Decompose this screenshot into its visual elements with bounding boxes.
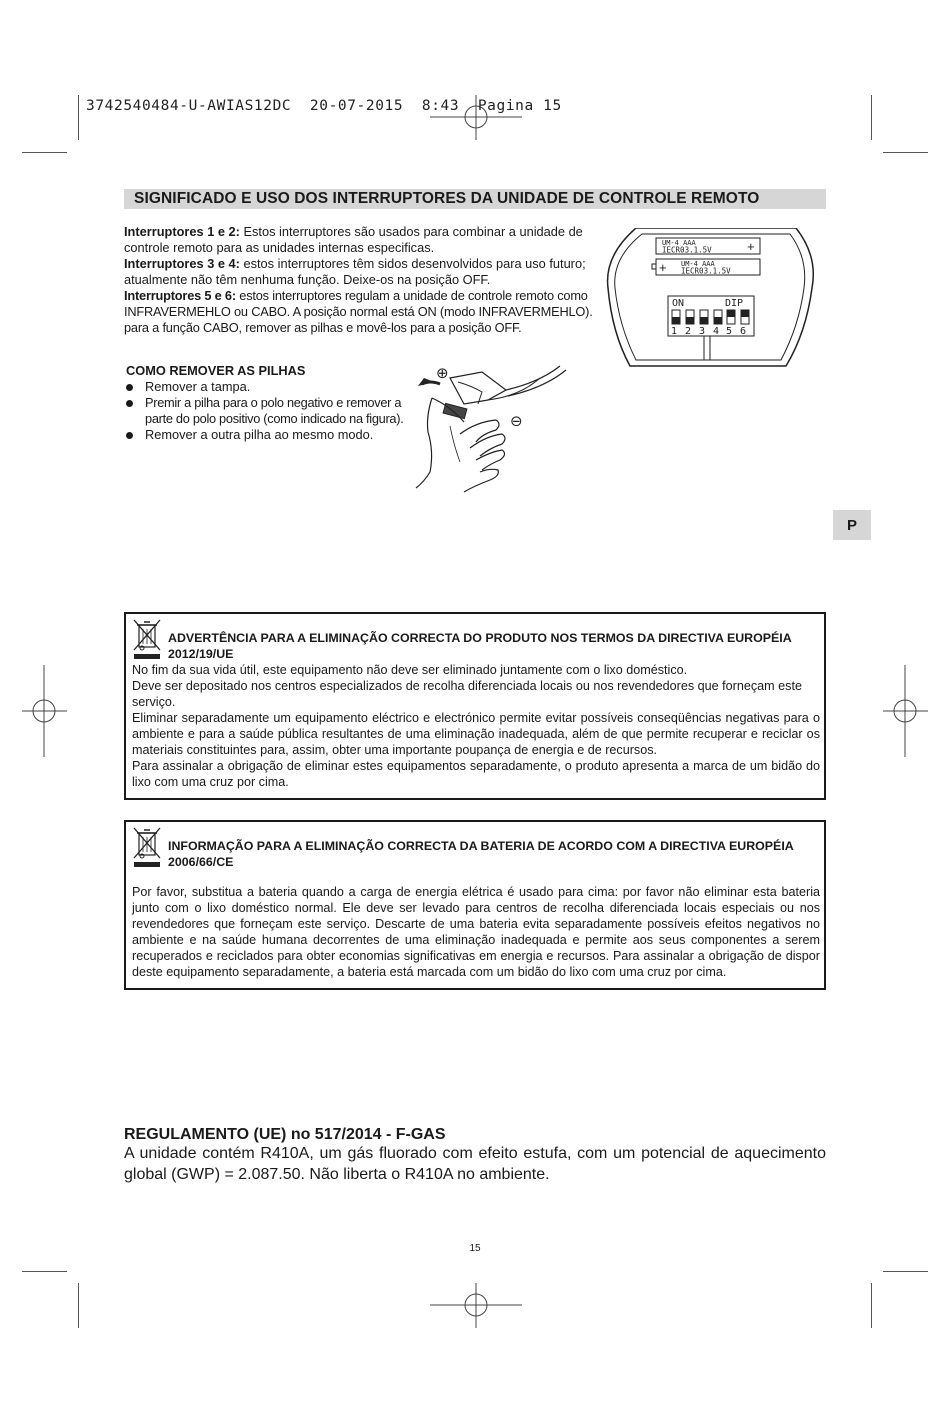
battery-notice-box (124, 820, 826, 990)
weee-notice-box (124, 612, 826, 800)
battery-1-line2: IECR03.1.5V (662, 245, 712, 255)
switch-desc-5-6 (124, 288, 608, 336)
language-tab: P (833, 510, 871, 540)
crop-mark (22, 152, 67, 153)
weee-paragraph: Eliminar separadamente um equipamento eléctrico e electrónico permite evitar possíveis conseqüências negativas para o ambiente e para a saúde pública resultantes de uma eliminação inadequada, além de que permite recuperar e reciclar os materiais constituintes para, assim, obter uma importante poupança de energia e de recursos. (132, 711, 820, 757)
dip-number-4: 4 (713, 326, 720, 337)
weee-paragraph: No fim da sua vida útil, este equipamento não deve ser eliminado juntamente com o lixo doméstico. (132, 663, 688, 677)
dip-number-3: 3 (699, 326, 706, 337)
switch-descriptions (124, 224, 608, 336)
switch-label: Interruptores 1 e 2: (124, 224, 240, 239)
minus-pole-symbol: ⊖ (510, 412, 523, 430)
dip-label: DIP (725, 298, 744, 309)
battery-2-line1: UM-4 AAA (681, 260, 715, 268)
battery-paragraph: Por favor, substitua a bateria quando a carga de energia elétrica é usado para cima: por favor não eliminar esta bateria junto com o lixo doméstico normal. Ele deve ser levado para centros de recolha diferenciada locais especiais ou nos revendedores que forneçam este serviço. Descarte de uma bateria evita separadamente possíveis efeitos negativos no ambiente e na saúde humana decorrentes de uma eliminação inadequada e permite aos seus componentes a serem recuperados e reciclados para obter economias significativas em energia e recursos. Para assinalar a obrigação de dispor deste equipamento separadamente, a bateria está marcada com um bidão do lixo com uma cruz por cima. (132, 885, 820, 979)
battery-removal-illustration (410, 362, 570, 494)
crossed-bin-icon (132, 826, 162, 868)
registration-mark-right (883, 665, 928, 757)
battery-2-line2: IECR03.1.5V (681, 266, 731, 276)
dip-number-1: 1 (671, 326, 678, 337)
fgas-title: REGULAMENTO (UE) no 517/2014 - F-GAS (124, 1126, 446, 1143)
fgas-text: A unidade contém R410A, um gás fluorado com efeito estufa, com um potencial de aquecimento global (GWP) = 2.087.50. Não liberta o R410A no ambiente. (124, 1145, 826, 1183)
registration-mark-bottom (430, 1283, 522, 1328)
battery-notice-body (132, 884, 820, 980)
crop-mark (883, 1271, 928, 1272)
switch-desc-1-2 (124, 224, 608, 256)
battery-notice-title: INFORMAÇÃO PARA A ELIMINAÇÃO CORRECTA DA BATERIA DE ACORDO COM A DIRECTIVA EUROPÉIA 2006/66/CE (168, 839, 794, 869)
battery-1-plus: + (747, 239, 755, 254)
dip-number-5: 5 (726, 326, 733, 337)
dip-on-label: ON (672, 298, 685, 309)
bullet-icon (126, 384, 133, 391)
step-text: Remover a tampa. (145, 379, 251, 394)
dip-number-6: 6 (740, 326, 747, 337)
weee-paragraph: Para assinalar a obrigação de eliminar estes equipamentos separadamente, o produto apresenta a marca de um bidão do lixo com uma cruz por cima. (132, 759, 820, 789)
switch-text: estos interruptores têm sidos desenvolvidos para uso futuro; atualmente não têm nenhuma função. Deixe-os na posição OFF. (124, 256, 586, 287)
dip-number-2: 2 (685, 326, 692, 337)
list-item (124, 395, 404, 427)
battery-removal-steps (124, 379, 404, 443)
switch-text: Estos interruptores são usados para combinar a unidade de controle remoto para as unidades internas especificas. (124, 224, 583, 255)
crop-mark (78, 95, 79, 140)
battery-1-line1: UM-4 AAA (662, 239, 696, 247)
bullet-icon (126, 432, 133, 439)
step-text: Remover a outra pilha ao mesmo modo. (145, 427, 374, 442)
crop-mark (78, 1283, 79, 1328)
registration-mark-left (22, 665, 67, 757)
battery-removal-title: COMO REMOVER AS PILHAS (126, 363, 306, 378)
crossed-bin-icon (132, 618, 162, 660)
weee-notice-body (132, 662, 820, 790)
crop-mark (883, 152, 928, 153)
switch-desc-3-4 (124, 256, 608, 288)
crop-mark (22, 1271, 67, 1272)
bullet-icon (126, 400, 133, 407)
plus-pole-symbol: ⊕ (436, 364, 449, 382)
switch-label: Interruptores 5 e 6: (124, 288, 236, 303)
print-header: 3742540484-U-AWIAS12DC 20-07-2015 8:43 Pagina 15 (86, 98, 562, 114)
battery-2-plus: + (659, 260, 667, 275)
crop-mark (871, 1283, 872, 1328)
switch-label: Interruptores 3 e 4: (124, 256, 240, 271)
section-title: SIGNIFICADO E USO DOS INTERRUPTORES DA UNIDADE DE CONTROLE REMOTO (134, 190, 760, 207)
list-item (124, 379, 404, 395)
page-number: 15 (469, 1243, 481, 1254)
crop-mark (871, 95, 872, 140)
list-item (124, 427, 404, 443)
weee-paragraph: Deve ser depositado nos centros especializados de recolha diferenciada locais ou nos revendedores que forneçam este serviço. (132, 679, 802, 709)
switch-text: estos interruptores regulam a unidade de controle remoto como INFRAVERMEHLO ou CABO. A posição normal está ON (modo INFRAVERMEHLO). para a função CABO, remover as pilhas e movê-los para a posição OFF. (124, 288, 593, 335)
remote-dip-switch-diagram (606, 228, 824, 372)
weee-notice-title: ADVERTÊNCIA PARA A ELIMINAÇÃO CORRECTA DO PRODUTO NOS TERMOS DA DIRECTIVA EUROPÉIA 2012/19/UE (168, 631, 792, 661)
step-text: Premir a pilha para o polo negativo e remover a parte do polo positivo (como indicado na figura). (145, 395, 404, 426)
